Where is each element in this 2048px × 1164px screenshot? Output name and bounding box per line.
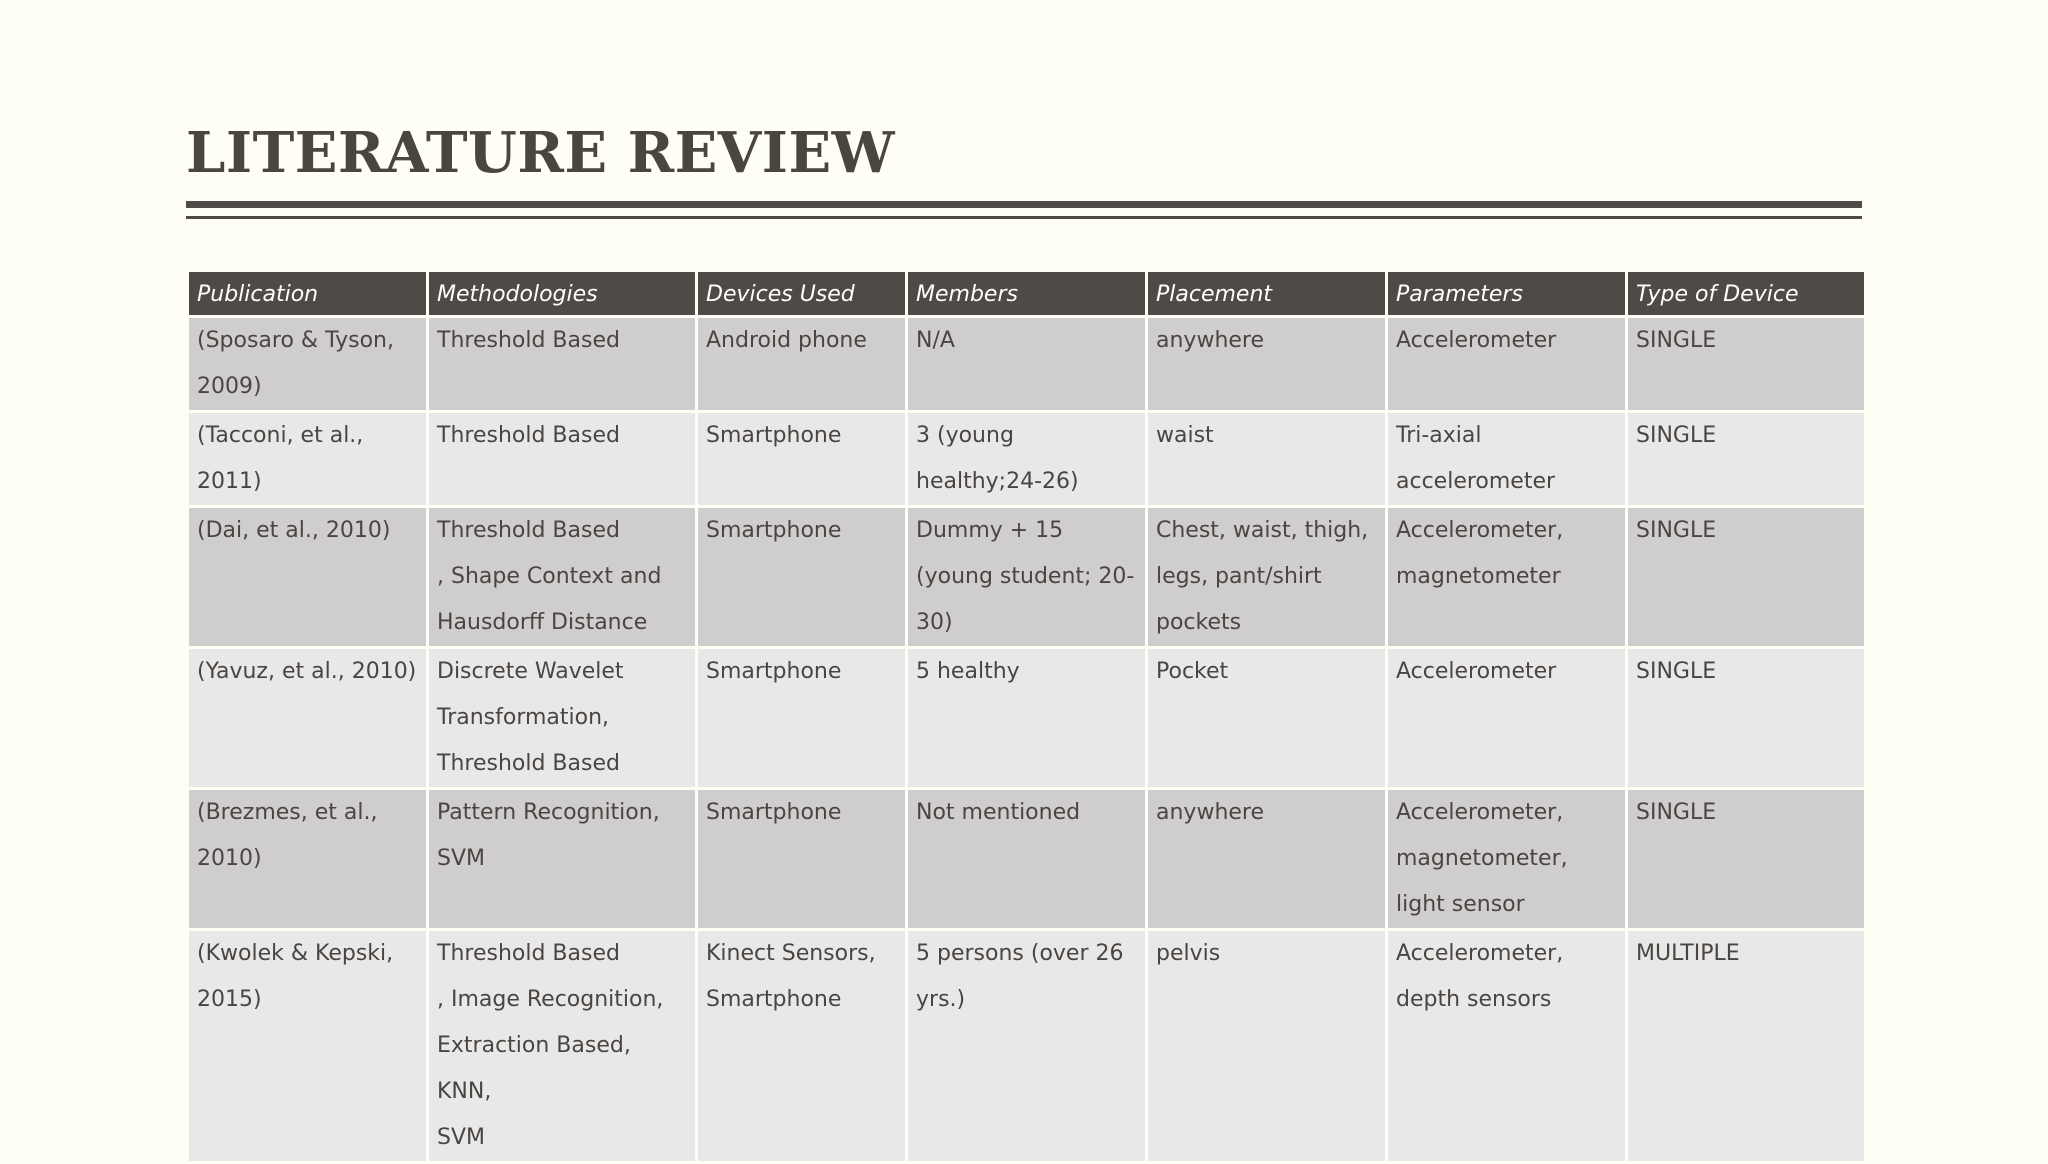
cell-parameters: Accelerometer, magnetometer <box>1387 507 1627 648</box>
header-type-of-device: Type of Device <box>1627 271 1866 317</box>
cell-publication: (Brezmes, et al., 2010) <box>188 789 428 930</box>
title-rule-thin <box>186 216 1862 219</box>
cell-devices-used: Smartphone <box>697 412 907 507</box>
slide-title: LITERATURE REVIEW <box>186 120 896 186</box>
header-methodologies: Methodologies <box>428 271 697 317</box>
table-row <box>188 317 1866 412</box>
cell-devices-used: Smartphone <box>697 789 907 930</box>
cell-line: Hausdorff Distance <box>437 610 648 635</box>
cell-members: 3 (young healthy;24-26) <box>907 412 1147 507</box>
cell-parameters: Accelerometer, depth sensors <box>1387 930 1627 1163</box>
cell-methodologies: Pattern Recognition, SVM <box>428 789 697 930</box>
header-members: Members <box>907 271 1147 317</box>
cell-line: , Image Recognition, <box>437 987 664 1012</box>
cell-placement: Chest, waist, thigh, legs, pant/shirt pockets <box>1147 507 1387 648</box>
cell-methodologies: Threshold Based <box>428 317 697 412</box>
cell-members: Dummy + 15 (young student; 20-30) <box>907 507 1147 648</box>
table-row <box>188 648 1866 789</box>
cell-publication: (Yavuz, et al., 2010) <box>188 648 428 789</box>
title-rule-thick <box>186 201 1862 208</box>
cell-methodologies <box>428 648 697 789</box>
cell-placement: anywhere <box>1147 317 1387 412</box>
cell-members: 5 persons (over 26 yrs.) <box>907 930 1147 1163</box>
cell-devices-used: Smartphone <box>697 648 907 789</box>
cell-type-of-device: SINGLE <box>1627 507 1866 648</box>
cell-members: N/A <box>907 317 1147 412</box>
cell-publication: (Tacconi, et al., 2011) <box>188 412 428 507</box>
cell-parameters: Accelerometer <box>1387 317 1627 412</box>
cell-placement: Pocket <box>1147 648 1387 789</box>
cell-devices-used: Smartphone <box>697 507 907 648</box>
cell-type-of-device: SINGLE <box>1627 412 1866 507</box>
cell-publication: (Kwolek & Kepski, 2015) <box>188 930 428 1163</box>
cell-type-of-device: MULTIPLE <box>1627 930 1866 1163</box>
cell-line: Threshold Based <box>437 518 620 543</box>
cell-placement: pelvis <box>1147 930 1387 1163</box>
cell-methodologies <box>428 930 697 1163</box>
header-publication: Publication <box>188 271 428 317</box>
table-header-row <box>188 271 1866 317</box>
cell-line: Threshold Based <box>437 941 620 966</box>
table-row <box>188 789 1866 930</box>
cell-parameters: Accelerometer <box>1387 648 1627 789</box>
cell-publication: (Sposaro & Tyson, 2009) <box>188 317 428 412</box>
cell-devices-used: Kinect Sensors, Smartphone <box>697 930 907 1163</box>
table-row <box>188 930 1866 1163</box>
cell-line: Threshold Based <box>437 751 620 776</box>
cell-parameters: Tri-axial accelerometer <box>1387 412 1627 507</box>
cell-line: Transformation, <box>437 705 610 730</box>
cell-devices-used: Android phone <box>697 317 907 412</box>
cell-parameters: Accelerometer, magnetometer, light sensor <box>1387 789 1627 930</box>
header-parameters: Parameters <box>1387 271 1627 317</box>
cell-type-of-device: SINGLE <box>1627 317 1866 412</box>
cell-publication: (Dai, et al., 2010) <box>188 507 428 648</box>
cell-line: , Shape Context and <box>437 564 662 589</box>
cell-members: Not mentioned <box>907 789 1147 930</box>
header-placement: Placement <box>1147 271 1387 317</box>
cell-line: Extraction Based, KNN, <box>437 1033 631 1104</box>
header-devices-used: Devices Used <box>697 271 907 317</box>
cell-methodologies: Threshold Based <box>428 412 697 507</box>
cell-placement: anywhere <box>1147 789 1387 930</box>
cell-line: SVM <box>437 1125 485 1150</box>
cell-type-of-device: SINGLE <box>1627 648 1866 789</box>
cell-placement: waist <box>1147 412 1387 507</box>
cell-members: 5 healthy <box>907 648 1147 789</box>
cell-line: Discrete Wavelet <box>437 659 624 684</box>
literature-review-table <box>186 269 1867 1164</box>
cell-type-of-device: SINGLE <box>1627 789 1866 930</box>
table-row <box>188 507 1866 648</box>
cell-methodologies <box>428 507 697 648</box>
table-row <box>188 412 1866 507</box>
